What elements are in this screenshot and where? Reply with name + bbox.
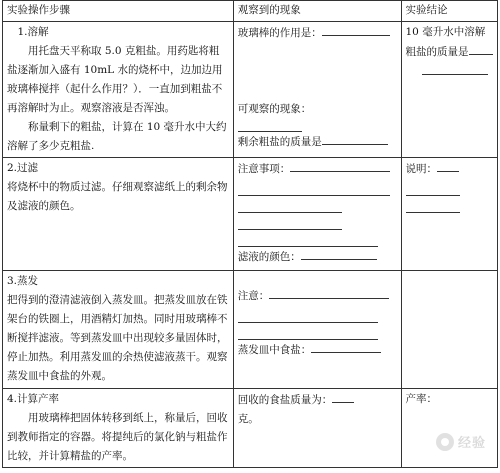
- experiment-table: [2, 0, 498, 468]
- answer-blank[interactable]: [422, 62, 488, 75]
- answer-line[interactable]: [238, 213, 342, 230]
- obs-cell-filter: [233, 158, 401, 271]
- answer-line[interactable]: [238, 306, 378, 323]
- obs-mass-label: 回收的食盐质量为：: [237, 394, 333, 406]
- answer-blank[interactable]: [469, 42, 493, 55]
- table-row-dissolve: [3, 22, 498, 158]
- header-observations: 观察到的现象: [233, 1, 401, 22]
- step-text-filter: 将烧杯中的物质过滤。仔细观察滤纸上的剩余物及滤液的颜色。: [7, 181, 228, 212]
- answer-blank[interactable]: [238, 119, 302, 132]
- conclusion-yield: 产率：: [405, 393, 437, 405]
- step-title-evaporate: 3.蒸发: [7, 275, 39, 287]
- step-cell-evaporate: [3, 271, 234, 389]
- answer-line[interactable]: [238, 230, 378, 247]
- obs-salt-label: 蒸发皿中食盐：: [237, 344, 312, 356]
- obs-remaining-label: 剩余粗盐的质量是: [237, 136, 322, 148]
- obs-notes-filter-label: 注意事项：: [237, 163, 291, 175]
- obs-cell-yield: [233, 389, 401, 468]
- step-text-dissolve-2: 称量剩下的粗盐，计算在 10 毫升水中大约溶解了多少克粗盐.: [7, 121, 227, 152]
- watermark-text: 经验: [457, 436, 486, 451]
- answer-blank[interactable]: [322, 23, 390, 36]
- conclusion-cell-evaporate: [401, 271, 498, 389]
- step-title-dissolve: 1.溶解: [17, 26, 49, 38]
- obs-phenomenon-label: 可观察的现象：: [237, 103, 312, 115]
- step-cell-yield: [3, 389, 234, 468]
- answer-line[interactable]: [406, 179, 460, 196]
- obs-cell-evaporate: [233, 271, 401, 389]
- step-text-dissolve-1: 用托盘天平称取 5.0 克粗盐。用药匙将粗盐逐渐加入盛有 10mL 水的烧杯中，边加边用玻璃棒搅拌（起什么作用？）．一直加到粗盐不再溶解时为止。观察溶液是否浑浊。: [7, 45, 223, 114]
- watermark-icon: [436, 433, 454, 451]
- step-text-evaporate: 把得到的澄清滤液倒入蒸发皿。把蒸发皿放在铁架台的铁圈上，用酒精灯加热。同时用玻璃棒不断搅拌滤液。等到蒸发皿中出现较多量固体时，停止加热。利用蒸发皿的余热使滤液蒸干。观察蒸发皿中食盐的外观。: [7, 294, 228, 382]
- answer-line[interactable]: [238, 196, 342, 213]
- obs-cell-dissolve: [233, 22, 401, 158]
- watermark-logo: [436, 432, 486, 451]
- obs-notes-evaporate-label: 注意：: [237, 290, 270, 302]
- answer-line[interactable]: [238, 179, 390, 196]
- obs-filtrate-color-label: 滤液的颜色：: [237, 251, 301, 263]
- header-steps: 实验操作步骤: [3, 1, 234, 22]
- conclusion-filter: 说明：: [405, 163, 437, 175]
- table-row-filter: [3, 158, 498, 271]
- conclusion-cell-filter: [401, 158, 498, 271]
- table-header-row: [3, 1, 498, 22]
- conclusion-cell-yield: [401, 389, 498, 468]
- step-title-filter: 2.过滤: [7, 162, 39, 174]
- table-row-evaporate: [3, 271, 498, 389]
- answer-blank[interactable]: [437, 159, 459, 172]
- step-title-yield: 4.计算产率: [7, 393, 60, 405]
- answer-blank[interactable]: [301, 247, 377, 260]
- answer-blank[interactable]: [322, 132, 388, 145]
- header-conclusions: 实验结论: [401, 1, 498, 22]
- obs-mass-unit: 克。: [237, 413, 259, 425]
- answer-blank[interactable]: [332, 390, 354, 403]
- step-cell-filter: [3, 158, 234, 271]
- obs-glass-rod-label: 玻璃棒的作用是：: [237, 27, 322, 39]
- conclusion-cell-dissolve: [401, 22, 498, 158]
- table-row-yield: [3, 389, 498, 468]
- answer-blank[interactable]: [311, 340, 381, 353]
- answer-line[interactable]: [406, 196, 460, 213]
- answer-line[interactable]: [238, 323, 378, 340]
- answer-blank[interactable]: [269, 286, 389, 299]
- step-cell-dissolve: [3, 22, 234, 158]
- step-text-yield: 用玻璃棒把固体转移到纸上，称量后，回收到教师指定的容器。将提纯后的氯化钠与粗盐作比较，并计算精盐的产率。: [7, 412, 228, 462]
- conclusion-dissolve: 10 毫升水中溶解粗盐的质量是: [405, 26, 486, 58]
- answer-blank[interactable]: [290, 159, 390, 172]
